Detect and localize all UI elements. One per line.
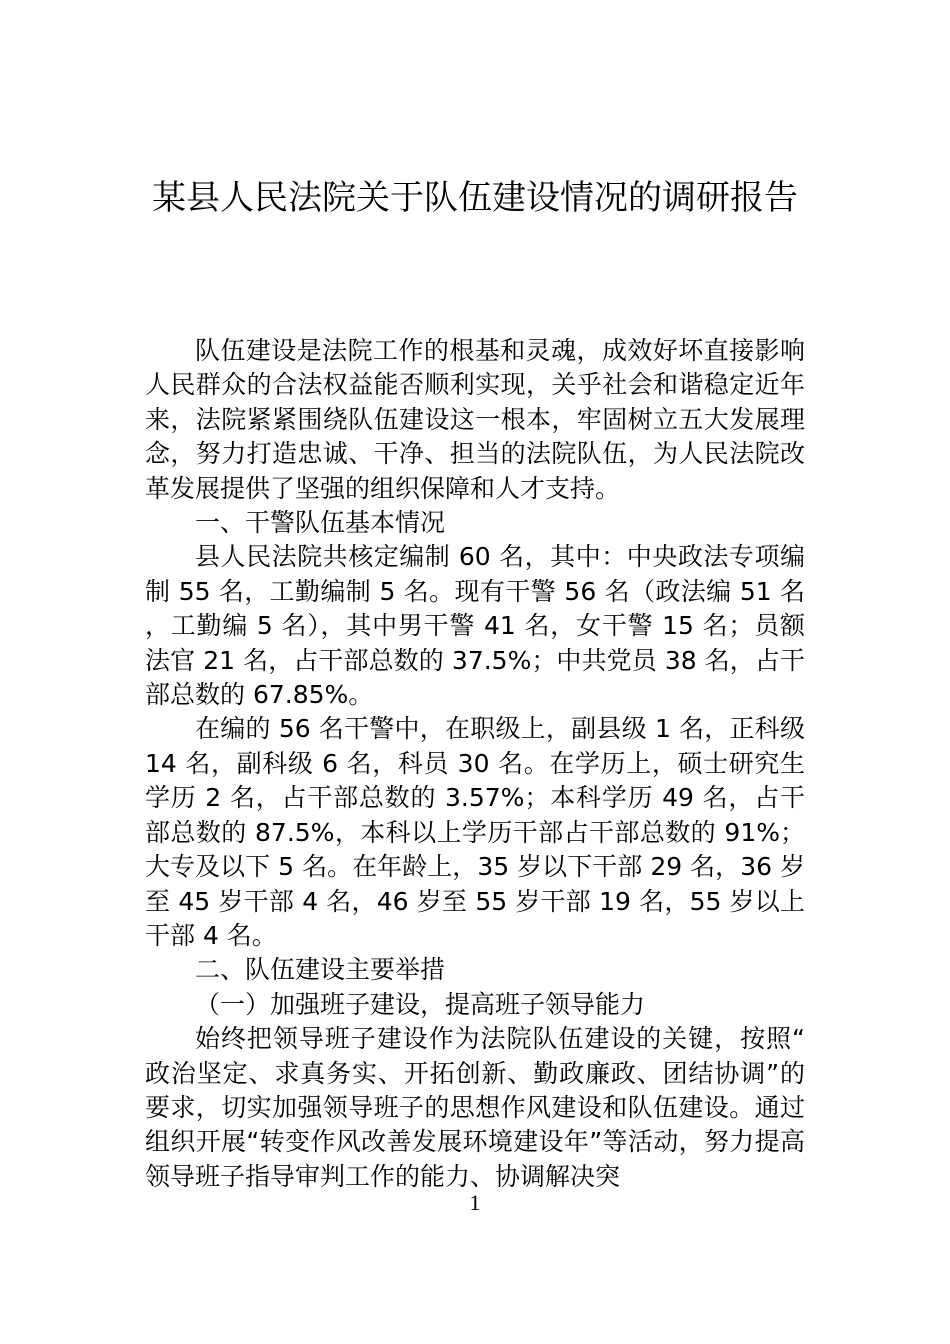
section-heading-2: 二、队伍建设主要举措: [195, 955, 446, 985]
page-number: 1: [469, 1190, 481, 1215]
subsection-heading-1: （一）加强班子建设，提高班子领导能力: [195, 989, 646, 1019]
paragraph-staffing: 县人民法院共核定编制 60 名，其中：中央政法专项编制 55 名，工勤编制 5 名。现有干警 56 名（政法编 51 名，工勤编 5 名），其中男干警 41 名，女干警 15 名；员额法官 21 名，占干部总数的 37.5%；中共党员 38 名，占干部总数的 67.85%。: [145, 542, 805, 710]
paragraph-leadership: 始终把领导班子建设作为法院队伍建设的关键，按照“政治坚定、求真务实、开拓创新、勤政廉政、团结协调”的要求，切实加强领导班子的思想作风建设和队伍建设。通过组织开展“转变作风改善发展环境建设年”等活动，努力提高领导班子指导审判工作的能力、协调解决突: [145, 1024, 805, 1191]
paragraph-composition: 在编的 56 名干警中，在职级上，副县级 1 名，正科级 14 名，副科级 6 名，科员 30 名。在学历上，硕士研究生学历 2 名，占干部总数的 3.57%；本科学历 49 名，占干部总数的 87.5%，本科以上学历干部占干部总数的 91%；大专及以下 5 名。在年龄上，35 岁以下干部 29 名，36 岁至 45 岁干部 4 名，46 岁至 55 岁干部 19 名，55 岁以上干部 4 名。: [145, 714, 805, 950]
document-title: 某县人民法院关于队伍建设情况的调研报告: [152, 178, 798, 218]
section-heading-1: 一、干警队伍基本情况: [195, 508, 446, 538]
document-body: [145, 334, 805, 1194]
paragraph-intro: 队伍建设是法院工作的根基和灵魂，成效好坏直接影响人民群众的合法权益能否顺利实现，关乎社会和谐稳定近年来，法院紧紧围绕队伍建设这一根本，牢固树立五大发展理念，努力打造忠诚、干净、担当的法院队伍，为人民法院改革发展提供了坚强的组织保障和人才支持。: [145, 336, 805, 503]
